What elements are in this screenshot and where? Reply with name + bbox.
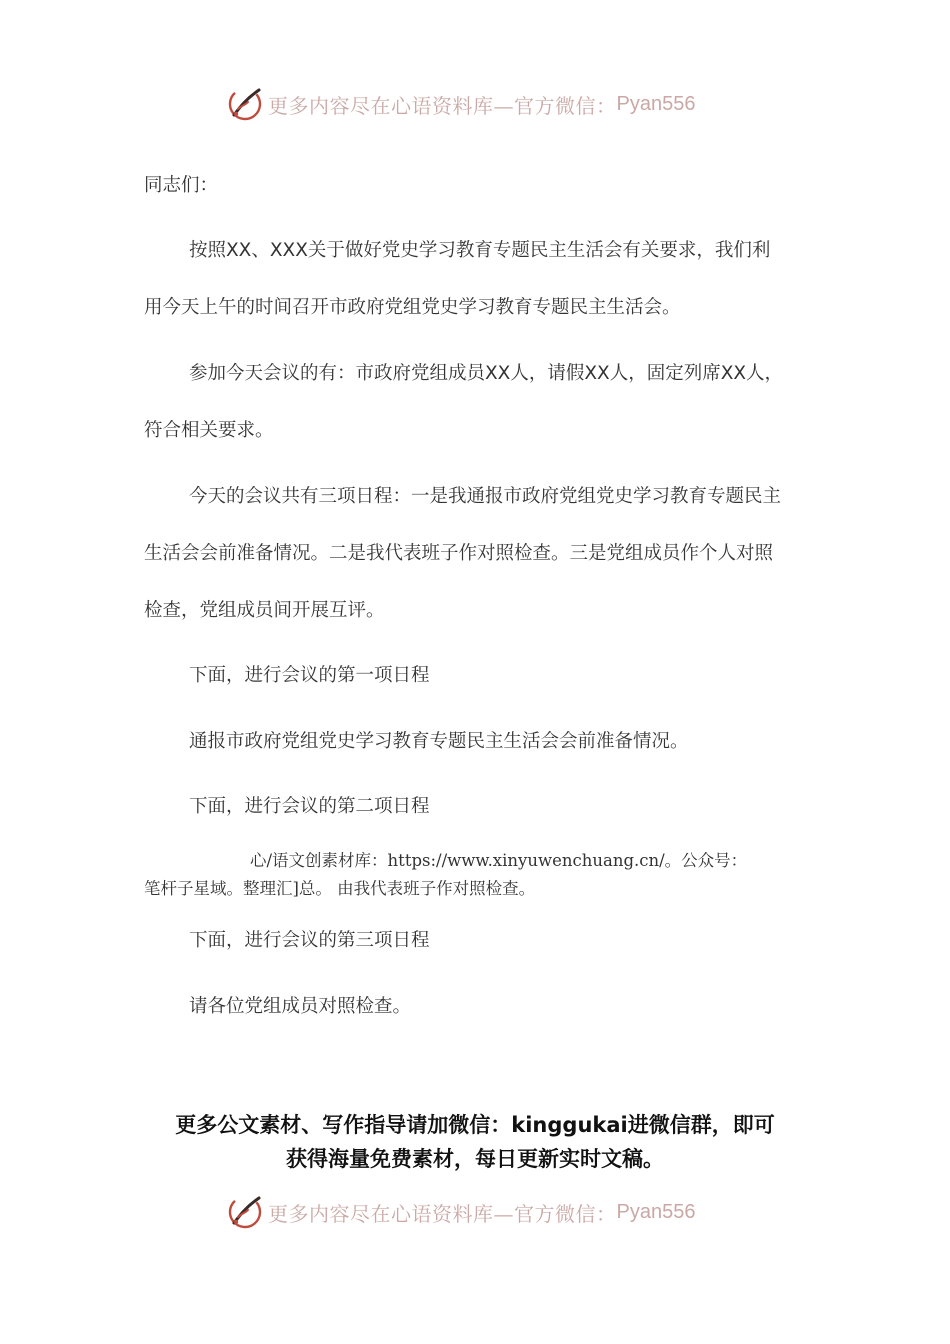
agenda-item-3-heading: 下面，进行会议的第三项日程 [189, 930, 430, 951]
brush-logo-icon [226, 1193, 264, 1231]
banner-wechat-id: Pyan556 [616, 92, 696, 115]
paragraph-1-line-1: 按照XX、XXX关于做好党史学习教育专题民主生活会有关要求，我们利 [189, 240, 771, 261]
brush-logo-icon [226, 85, 264, 123]
paragraph-2-line-2: 符合相关要求。 [144, 420, 274, 441]
banner-text: 更多内容尽在心语资料库—官方微信： [268, 1201, 617, 1226]
paragraph-3-line-3: 检查，党组成员间开展互评。 [144, 600, 385, 621]
footer-promo-line-2: 获得海量免费素材，每日更新实时文稿。 [286, 1147, 664, 1171]
bottom-watermark-banner [226, 1192, 695, 1232]
paragraph-3-line-1: 今天的会议共有三项日程：一是我通报市政府党组党史学习教育专题民主 [189, 486, 782, 507]
paragraph-2-line-1: 参加今天会议的有：市政府党组成员XX人，请假XX人，固定列席XX人， [189, 363, 784, 384]
agenda-item-1-content: 通报市政府党组党史学习教育专题民主生活会会前准备情况。 [189, 731, 689, 752]
footer-promo-line-1: 更多公文素材、写作指导请加微信：kinggukai进微信群，即可 [175, 1113, 775, 1137]
salutation: 同志们： [144, 175, 219, 196]
top-watermark-banner [226, 84, 695, 124]
agenda-item-3-content: 请各位党组成员对照检查。 [189, 996, 412, 1017]
agenda-item-2-heading: 下面，进行会议的第二项日程 [189, 796, 430, 817]
paragraph-1-line-2: 用今天上午的时间召开市政府党组党史学习教育专题民主生活会。 [144, 297, 681, 318]
footer-promo [100, 1108, 850, 1176]
source-note-line-2: 笔杆子星域。整理汇]总。 由我代表班子作对照检查。 [144, 879, 536, 898]
agenda-item-1-heading: 下面，进行会议的第一项日程 [189, 665, 430, 686]
banner-wechat-id: Pyan556 [616, 1200, 696, 1223]
paragraph-3-line-2: 生活会会前准备情况。二是我代表班子作对照检查。三是党组成员作个人对照 [144, 543, 774, 564]
source-note-line-1: 心/语文创素材库：https://www.xinyuwenchuang.cn/。公众号： [250, 851, 748, 870]
banner-text: 更多内容尽在心语资料库—官方微信： [268, 93, 617, 118]
